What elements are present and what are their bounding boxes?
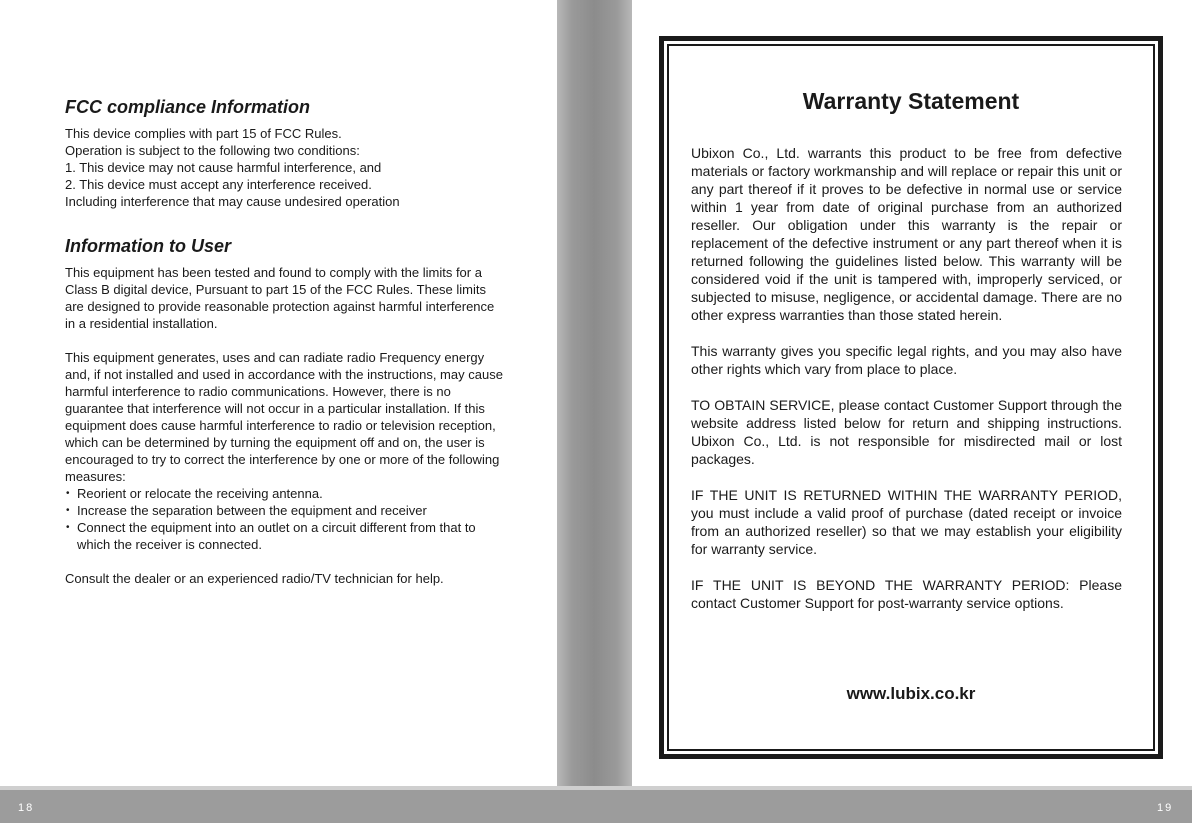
warranty-paragraph: IF THE UNIT IS BEYOND THE WARRANTY PERIOD: Please contact Customer Support for post-warranty service options. — [691, 577, 1122, 611]
website-url: www.lubix.co.kr — [846, 684, 976, 703]
warranty-paragraph: Ubixon Co., Ltd. warrants this product to be free from defective materials or factory workmanship and will replace or repair this unit or any part thereof if it proves to be defective in normal use or service within 1 year from date of original purchase from an authorized reseller. Our obligation under this warranty is the repair or replacement of the defective instrument or any part thereof when it is returned following the guidelines listed below. This warranty will be considered void if the unit is tampered with, improperly serviced, or subjected to misuse, negligence, or accidental damage. There are no other express warranties than those stated herein. — [691, 145, 1122, 323]
warranty-box — [659, 36, 1163, 759]
warranty-body — [691, 144, 1122, 630]
info-paragraph-2: This equipment generates, uses and can radiate radio Frequency energy and, if not installed and used in accordance with the instructions, may cause harmful interference to radio communications. However, there is no guarantee that interference will not occur in a particular installation. If this equipment does cause harmful interference to radio or television reception, which can be determined by turning the equipment off and on, the user is encouraged to try to correct the interference by one or more of the following measures: — [65, 350, 503, 484]
warranty-paragraph: TO OBTAIN SERVICE, please contact Customer Support through the website address listed below for return and shipping instructions. Ubixon Co., Ltd. is not responsible for misdirected mail or lost packages. — [691, 397, 1122, 467]
measures-list — [65, 485, 545, 553]
warranty-paragraph: IF THE UNIT IS RETURNED WITHIN THE WARRANTY PERIOD, you must include a valid proof of purchase (dated receipt or invoice from an authorized reseller) so that we may establish your eligibility for warranty service. — [691, 487, 1122, 557]
fcc-heading: FCC compliance Information — [65, 97, 311, 117]
binding-gutter — [557, 0, 632, 823]
left-page-content — [65, 96, 545, 587]
bullet-icon: • — [66, 488, 70, 499]
bullet-icon: • — [66, 505, 70, 516]
list-item: • Increase the separation between the equipment and receiver — [66, 503, 427, 518]
footer-bar — [0, 790, 1192, 823]
fcc-statement: This device complies with part 15 of FCC Rules. Operation is subject to the following two conditions: 1. This device may not cause harmful interference, and 2. This device must accept any interference received. Including interference that may cause undesired operation — [65, 126, 400, 209]
warranty-paragraph: This warranty gives you specific legal rights, and you may also have other rights which vary from place to place. — [691, 343, 1122, 377]
list-item: • Connect the equipment into an outlet on a circuit different from that to which the receiver is connected. — [66, 520, 476, 552]
warranty-title: Warranty Statement — [802, 88, 1020, 114]
page-number-left: 18 — [18, 802, 35, 814]
consult-note: Consult the dealer or an experienced radio/TV technician for help. — [65, 571, 444, 586]
info-paragraph-1: This equipment has been tested and found to comply with the limits for a Class B digital device, Pursuant to part 15 of the FCC Rules. These limits are designed to provide reasonable protection against harmful interference in a residential installation. — [65, 265, 495, 331]
bullet-icon: • — [66, 522, 70, 533]
list-item: • Reorient or relocate the receiving antenna. — [66, 486, 323, 501]
page-number-right: 19 — [1157, 802, 1174, 814]
info-heading: Information to User — [65, 236, 232, 256]
